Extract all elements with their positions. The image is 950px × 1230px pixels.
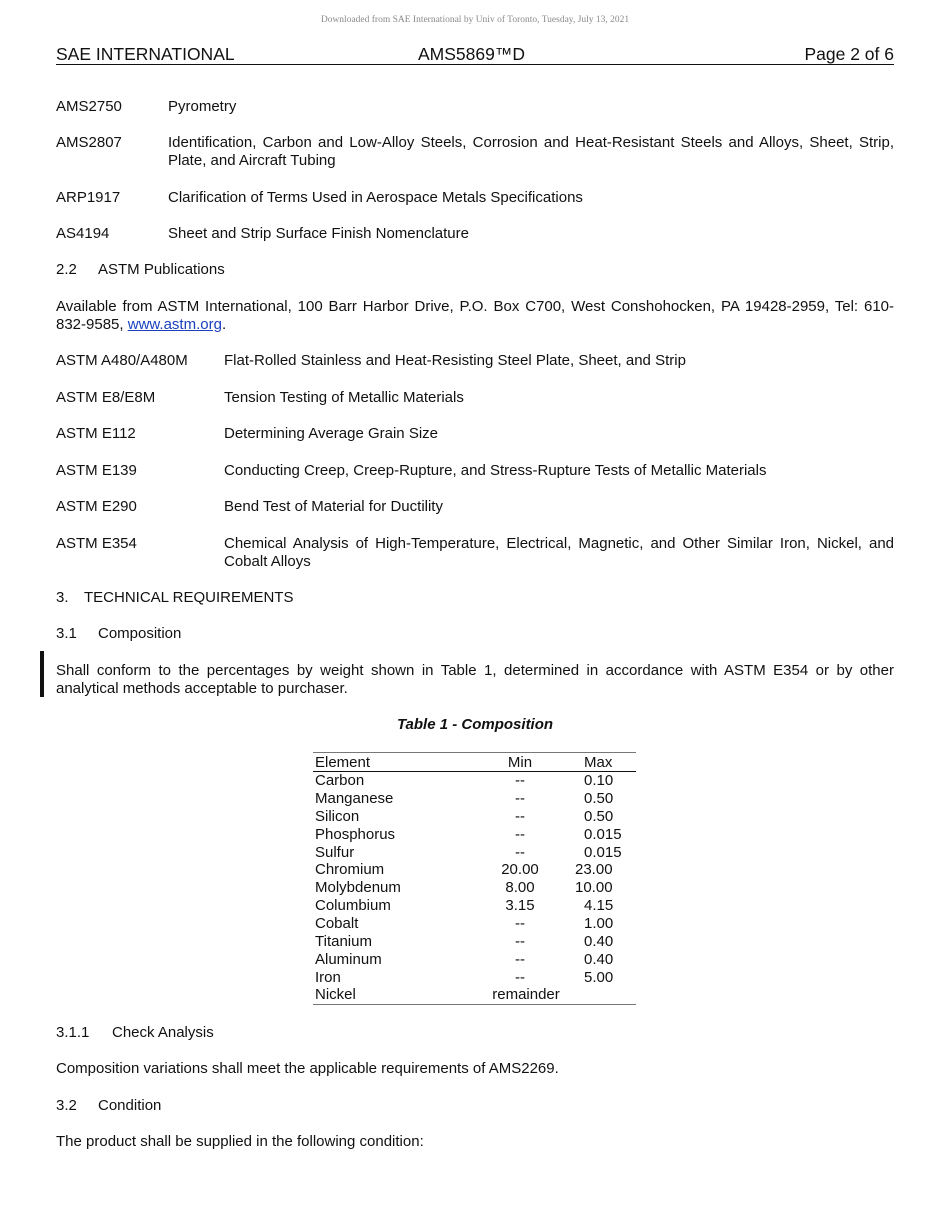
condition-paragraph: The product shall be supplied in the following condition: [56,1133,424,1150]
table-cell-min: -- [515,790,525,807]
table-cell-element: Silicon [315,808,360,825]
table-cell-max: 0.40 [584,951,614,968]
reference-code: AMS2750 [56,98,122,115]
table-cell-min: remainder [492,986,560,1003]
table-cell-element: Iron [315,969,341,986]
table-cell-element: Cobalt [315,915,359,932]
section-number: 2.2 [56,261,77,278]
table-cell-min: 20.00 [501,861,539,878]
table-cell-min: 3.15 [505,897,535,914]
section-heading-3 [56,589,293,607]
check-analysis-paragraph: Composition variations shall meet the applicable requirements of AMS2269. [56,1060,559,1077]
astm-availability-paragraph [56,298,894,334]
reference-title: Determining Average Grain Size [224,425,438,442]
header-org: SAE INTERNATIONAL [56,44,235,64]
table-cell-element: Nickel [315,986,356,1003]
reference-code: ASTM E112 [56,425,136,442]
table-cell-element: Columbium [315,897,391,914]
column-header-min: Min [507,754,533,771]
table-cell-element: Sulfur [315,844,355,861]
download-notice: Downloaded from SAE International by Univ of Toronto, Tuesday, July 13, 2021 [320,15,630,25]
reference-title: Flat-Rolled Stainless and Heat-Resisting Steel Plate, Sheet, and Strip [224,352,686,369]
section-number: 3. [56,589,69,606]
revision-bar [40,651,44,697]
table-cell-element: Titanium [315,933,372,950]
reference-code: AS4194 [56,225,110,242]
reference-title: Identification, Carbon and Low-Alloy Steels, Corrosion and Heat-Resistant Steels and Alloys, Sheet, Strip, Plate, and Aircraft Tubing [168,134,894,169]
table-cell-min: -- [515,844,525,861]
table-bottom-rule [313,1004,636,1005]
reference-title: Conducting Creep, Creep-Rupture, and Stress-Rupture Tests of Metallic Materials [224,462,767,479]
section-title: Check Analysis [112,1024,214,1041]
table-cell-min: -- [515,826,525,843]
column-header-element: Element [315,754,371,771]
table-cell-min: -- [515,915,525,932]
header-doc-id: AMS5869™D [418,44,525,64]
table-cell-max: 0.40 [584,933,614,950]
section-title: ASTM Publications [98,261,225,278]
table-cell-max: 4.15 [584,897,614,914]
reference-title: Clarification of Terms Used in Aerospace Metals Specifications [168,189,583,206]
reference-title: Chemical Analysis of High-Temperature, Electrical, Magnetic, and Other Similar Iron, Nickel, and Cobalt Alloys [224,535,894,570]
header-rule [56,64,894,65]
reference-code: ASTM E139 [56,462,137,479]
table-cell-max: 10.00 [575,879,613,896]
table-cell-max: 0.015 [584,826,622,843]
column-header-max: Max [584,754,613,771]
table-top-rule [313,752,636,753]
section-title: TECHNICAL REQUIREMENTS [84,589,294,606]
reference-title: Bend Test of Material for Ductility [224,498,443,515]
reference-code: AMS2807 [56,134,122,151]
table-cell-max: 23.00 [575,861,613,878]
table-cell-element: Manganese [315,790,394,807]
table-cell-min: -- [515,772,525,789]
table-cell-max: 1.00 [584,915,614,932]
table-cell-element: Aluminum [315,951,382,968]
header-page-number: Page 2 of 6 [804,44,894,64]
table-cell-max: 0.50 [584,808,614,825]
table-cell-element: Carbon [315,772,365,789]
section-title: Condition [98,1097,162,1114]
table-cell-min: -- [515,951,525,968]
section-heading-2-2 [56,261,225,279]
section-number: 3.1 [56,625,77,642]
reference-title: Pyrometry [168,98,237,115]
section-number: 3.2 [56,1097,77,1114]
reference-title: Sheet and Strip Surface Finish Nomenclature [168,225,469,242]
reference-title: Tension Testing of Metallic Materials [224,389,464,406]
table-cell-min: -- [515,933,525,950]
table-cell-element: Phosphorus [315,826,396,843]
reference-code: ASTM E290 [56,498,137,515]
section-number: 3.1.1 [56,1024,90,1041]
availability-text: Available from ASTM International, 100 Barr Harbor Drive, P.O. Box C700, West Conshohocken, PA 19428-2959, Tel: 610-832-9585, [56,298,894,333]
table-cell-element: Molybdenum [315,879,401,896]
table-cell-element: Chromium [315,861,385,878]
reference-code: ASTM E8/E8M [56,389,156,406]
section-heading-3-1 [56,625,181,643]
table-cell-max: 0.10 [584,772,614,789]
table-caption: Table 1 - Composition [396,716,554,733]
table-cell-min: 8.00 [505,879,535,896]
composition-paragraph: Shall conform to the percentages by weight shown in Table 1, determined in accordance with ASTM E354 or by other analytical methods acceptable to purchaser. [56,662,894,697]
table-cell-max: 0.015 [584,844,622,861]
section-title: Composition [98,625,182,642]
table-cell-min: -- [515,808,525,825]
astm-website-link[interactable]: www.astm.org [127,316,222,333]
table-cell-max: 0.50 [584,790,614,807]
table-cell-min: -- [515,969,525,986]
reference-code: ARP1917 [56,189,121,206]
section-heading-3-2 [56,1097,161,1115]
reference-code: ASTM A480/A480M [56,352,188,369]
availability-end: . [221,316,227,333]
reference-code: ASTM E354 [56,535,137,552]
table-cell-max: 5.00 [584,969,614,986]
section-heading-3-1-1 [56,1024,214,1042]
